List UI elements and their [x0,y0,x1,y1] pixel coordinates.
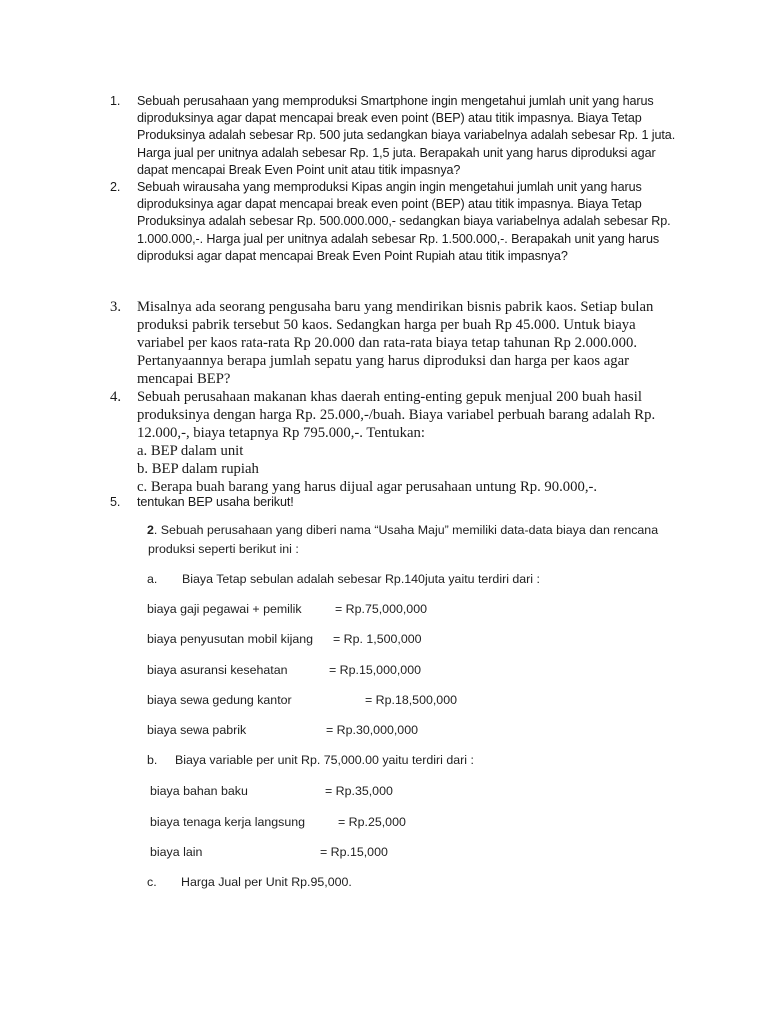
question-5 [110,494,670,511]
text-line: Sebuah wirausaha yang memproduksi Kipas angin ingin mengetahui jumlah unit yang harus [137,180,642,194]
text-line: Sebuah perusahaan yang memproduksi Smartphone ingin mengetahui jumlah unit yang harus [137,94,654,108]
text-line: Pertanyaannya berapa jumlah sepatu yang harus diproduksi dan harga per kaos agar [137,353,629,370]
cost-label: biaya gaji pegawai + pemilik [147,602,302,616]
text-line: diproduksinya agar dapat mencapai break even point (BEP) atau titik impasnya. Biaya Tetap [137,111,642,126]
text-line: 12.000,-, biaya tetapnya Rp 795.000,-. Tentukan: [137,425,425,442]
question-text [137,298,670,388]
cost-value: = Rp. 1,500,000 [333,632,422,646]
case-heading-line: . Sebuah perusahaan yang diberi nama “Usaha Maju” memiliki data-data biaya dan rencana [153,523,659,537]
section-letter: a. [147,572,158,586]
text-line: dapat mencapai Break Even Point unit atau titik impasnya? [137,162,461,177]
text-line: produksinya dengan harga Rp. 25.000,-/buah. Biaya variabel perbuah barang adalah Rp. [137,407,656,424]
cost-value: = Rp.25,000 [338,815,406,829]
text-line: produksi pabrik tersebut 50 kaos. Sedangkan harga per buah Rp 45.000. Untuk biaya [137,317,636,334]
section-letter: c. [147,875,157,889]
text-line: Sebuah perusahaan makanan khas daerah enting-enting gepuk menjual 200 buah hasil [137,389,642,405]
text-line: diproduksi agar dapat mencapai Break Even Point Rupiah atau titik impasnya? [137,248,568,263]
section-text: Biaya Tetap sebulan adalah sebesar Rp.140juta yaitu terdiri dari : [182,572,540,586]
cost-label: biaya tenaga kerja langsung [150,815,305,829]
cost-label: biaya bahan baku [150,784,248,798]
question-number: 2. [110,180,121,194]
cost-value: = Rp.75,000,000 [335,602,427,616]
section-letter: b. [147,753,158,767]
question-4 [110,388,670,497]
question-number: 1. [110,94,121,108]
text-line: c. Berapa buah barang yang harus dijual agar perusahaan untung Rp. 90.000,-. [137,479,598,496]
question-text [137,93,676,179]
question-text [137,494,670,511]
case-heading-number: 2 [147,523,154,537]
cost-label: biaya penyusutan mobil kijang [147,632,314,646]
case-study [147,520,687,900]
case-heading [147,523,658,537]
text-line: mencapai BEP? [137,371,231,388]
question-1 [110,93,676,179]
cost-label: biaya asuransi kesehatan [147,663,288,677]
text-line: b. BEP dalam rupiah [137,461,259,478]
text-line: a. BEP dalam unit [137,443,244,460]
text-line: variabel per kaos rata-rata Rp 20.000 dan rata-rata biaya tetap tahunan Rp 2.000.000. [137,335,637,352]
cost-value: = Rp.35,000 [325,784,393,798]
cost-label: biaya sewa gedung kantor [147,693,292,707]
variable-cost-row [150,815,550,829]
cost-label: biaya lain [150,845,203,859]
cost-value: = Rp.15,000,000 [329,663,421,677]
variable-cost-row [150,845,550,859]
cost-value: = Rp.18,500,000 [365,693,457,707]
text-line: 1.000.000,-. Harga jual per unitnya adalah sebesar Rp. 1.500.000,-. Berapakah unit yang harus [137,231,660,246]
text-line: Harga jual per unitnya adalah sebesar Rp. 1,5 juta. Berapakah unit yang harus diproduksi agar [137,145,656,160]
fixed-cost-row [147,602,547,616]
cost-value: = Rp.15,000 [320,845,388,859]
question-number: 3. [110,299,122,315]
variable-cost-row [150,784,550,798]
question-number: 5. [110,495,121,509]
cost-label: biaya sewa pabrik [147,723,247,737]
question-2 [110,179,670,265]
cost-value: = Rp.30,000,000 [326,723,418,737]
section-text: Biaya variable per unit Rp. 75,000.00 yaitu terdiri dari : [175,753,474,767]
section-c [147,875,352,889]
text-line: Produksinya adalah sebesar Rp. 500 juta sedangkan biaya variabelnya adalah sebesar Rp. 1 juta. [137,128,676,143]
fixed-cost-row [147,693,547,707]
question-number: 4. [110,389,122,405]
text-line: diproduksinya agar dapat mencapai break even point (BEP) atau titik impasnya. Biaya Tetap [137,197,642,212]
section-b [147,753,474,767]
section-text: Harga Jual per Unit Rp.95,000. [181,875,352,889]
text-line: Produksinya adalah sebesar Rp. 500.000.000,- sedangkan biaya variabelnya adalah sebesar Rp. [137,214,671,229]
question-3 [110,298,670,388]
section-a [147,572,540,586]
question-text [137,179,670,265]
question-text [137,388,670,497]
text-line: tentukan BEP usaha berikut! [137,495,294,509]
fixed-cost-row [147,632,547,646]
case-heading-line: produksi seperti berikut ini : [148,542,299,556]
fixed-cost-row [147,723,547,737]
fixed-cost-row [147,663,547,677]
text-line: Misalnya ada seorang pengusaha baru yang mendirikan bisnis pabrik kaos. Setiap bulan [137,299,654,315]
